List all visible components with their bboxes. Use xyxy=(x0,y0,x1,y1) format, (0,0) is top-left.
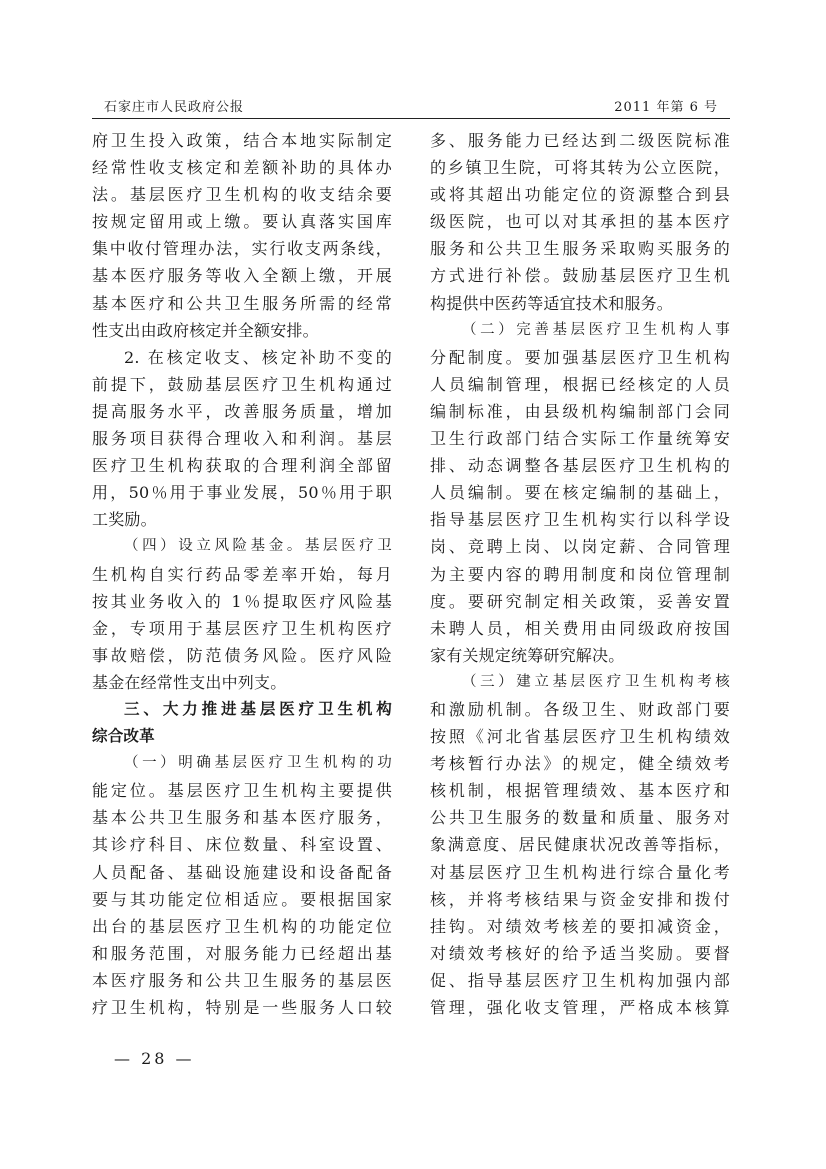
right-column xyxy=(430,127,730,1047)
section-heading: 综合改革 xyxy=(92,727,155,746)
text-line: 人员配备、基础设施建设和设备配备 xyxy=(92,862,392,882)
text-line: 卫生行政部门结合实际工作量统筹安 xyxy=(430,429,730,449)
text-line: 用，50％用于事业发展，50％用于职 xyxy=(92,483,392,503)
text-line: 按规定留用或上缴。要认真落实国库 xyxy=(92,212,392,232)
text-line: 考核暂行办法》的规定，健全绩效考 xyxy=(430,754,730,774)
text-line: 医疗卫生机构获取的合理利润全部留 xyxy=(92,456,392,476)
text-line: 指导基层医疗卫生机构实行以科学设 xyxy=(430,510,730,530)
text-line: 生机构自实行药品零差率开始，每月 xyxy=(92,564,392,584)
text-line: 能定位。基层医疗卫生机构主要提供 xyxy=(92,781,392,801)
text-line: 人员编制管理，根据已经核定的人员 xyxy=(430,374,730,394)
text-line: 公共卫生服务的数量和质量、服务对 xyxy=(430,808,730,828)
text-line: 府卫生投入政策，结合本地实际制定 xyxy=(92,131,392,150)
text-line: 对基层医疗卫生机构进行综合量化考 xyxy=(430,862,730,882)
text-line: 岗、竞聘上岗、以岗定薪、合同管理 xyxy=(430,537,730,557)
text-line: 金，专项用于基层医疗卫生机构医疗 xyxy=(92,618,392,638)
text-line: 提高服务水平，改善服务质量，增加 xyxy=(92,401,392,421)
text-line: 方式进行补偿。鼓励基层医疗卫生机 xyxy=(430,266,730,286)
section-subheading: （二）完善基层医疗卫生机构人事 xyxy=(462,321,730,338)
text-line: 级医院，也可以对其承担的基本医疗 xyxy=(430,212,730,232)
text-line: 工奖励。 xyxy=(92,510,157,530)
text-line: 编制标准，由县级机构编制部门会同 xyxy=(430,401,730,421)
text-line: 核，并将考核结果与资金安排和拨付 xyxy=(430,889,730,909)
text-line: 事故赔偿，防范债务风险。医疗风险 xyxy=(92,645,392,665)
text-line: 的乡镇卫生院，可将其转为公立医院， xyxy=(430,158,730,178)
running-header xyxy=(92,94,730,116)
text-line: 管理，强化收支管理，严格成本核算 xyxy=(430,998,730,1017)
text-line: 多、服务能力已经达到二级医院标准 xyxy=(430,131,730,150)
text-line: 按其业务收入的 1％提取医疗风险基 xyxy=(92,591,392,611)
text-line: 促、指导基层医疗卫生机构加强内部 xyxy=(430,970,730,990)
text-line: 性支出由政府核定并全额安排。 xyxy=(92,320,319,340)
text-line: 要与其功能定位相适应。要根据国家 xyxy=(92,889,392,909)
text-line: 和服务范围，对服务能力已经超出基 xyxy=(92,943,392,963)
text-line: 未聘人员，相关费用由同级政府按国 xyxy=(430,618,730,638)
publication-title: 石家庄市人民政府公报 xyxy=(104,100,245,115)
text-line: 和激励机制。各级卫生、财政部门要 xyxy=(430,699,730,719)
text-line: 核机制，根据管理绩效、基本医疗和 xyxy=(430,781,730,801)
text-line: 按照《河北省基层医疗卫生机构绩效 xyxy=(430,727,730,747)
text-line: 疗卫生机构，特别是一些服务人口较 xyxy=(92,998,392,1017)
text-line: 或将其超出功能定位的资源整合到县 xyxy=(430,185,730,205)
text-line: 出台的基层医疗卫生机构的功能定位 xyxy=(92,916,392,936)
text-line: 其诊疗科目、床位数量、科室设置、 xyxy=(92,835,392,855)
text-line: 排、动态调整各基层医疗卫生机构的 xyxy=(430,456,730,476)
text-line: 象满意度、居民健康状况改善等指标， xyxy=(430,835,730,855)
text-line: 基金在经常性支出中列支。 xyxy=(92,672,287,692)
section-subheading: （一）明确基层医疗卫生机构的功 xyxy=(124,755,392,772)
text-line: 集中收付管理办法，实行收支两条线， xyxy=(92,239,392,259)
text-line: 人员编制。要在核定编制的基础上， xyxy=(430,483,730,503)
page-number: — 28 — xyxy=(114,1049,195,1068)
text-line: 对绩效考核好的给予适当奖励。要督 xyxy=(430,943,730,963)
text-line: 家有关规定统筹研究解决。 xyxy=(430,645,625,665)
text-line: 分配制度。要加强基层医疗卫生机构 xyxy=(430,347,730,367)
text-line: 本医疗服务和公共卫生服务的基层医 xyxy=(92,970,392,990)
text-line: 服务和公共卫生服务采取购买服务的 xyxy=(430,239,730,259)
text-line: 挂钩。对绩效考核差的要扣减资金， xyxy=(430,916,730,936)
header-rule xyxy=(92,118,730,119)
left-column xyxy=(92,127,392,1047)
section-subheading: （三）建立基层医疗卫生机构考核 xyxy=(462,673,730,690)
text-line: 2. 在核定收支、核定补助不变的 xyxy=(124,347,392,367)
text-line: 经常性收支核定和差额补助的具体办 xyxy=(92,158,392,178)
text-line: 为主要内容的聘用制度和岗位管理制 xyxy=(430,564,730,584)
section-heading: 三、大力推进基层医疗卫生机构 xyxy=(124,699,392,718)
section-subheading: （四）设立风险基金。基层医疗卫 xyxy=(124,538,392,555)
text-line: 构提供中医药等适宜技术和服务。 xyxy=(430,293,674,313)
text-line: 基本公共卫生服务和基本医疗服务， xyxy=(92,808,392,828)
text-line: 度。要研究制定相关政策，妥善安置 xyxy=(430,591,730,611)
text-line: 前提下，鼓励基层医疗卫生机构通过 xyxy=(92,374,392,394)
text-line: 基本医疗和公共卫生服务所需的经常 xyxy=(92,293,392,313)
text-line: 服务项目获得合理收入和利润。基层 xyxy=(92,429,392,449)
text-line: 基本医疗服务等收入全额上缴，开展 xyxy=(92,266,392,286)
issue-number: 2011 年第 6 号 xyxy=(614,100,718,115)
text-line: 法。基层医疗卫生机构的收支结余要 xyxy=(92,185,392,205)
